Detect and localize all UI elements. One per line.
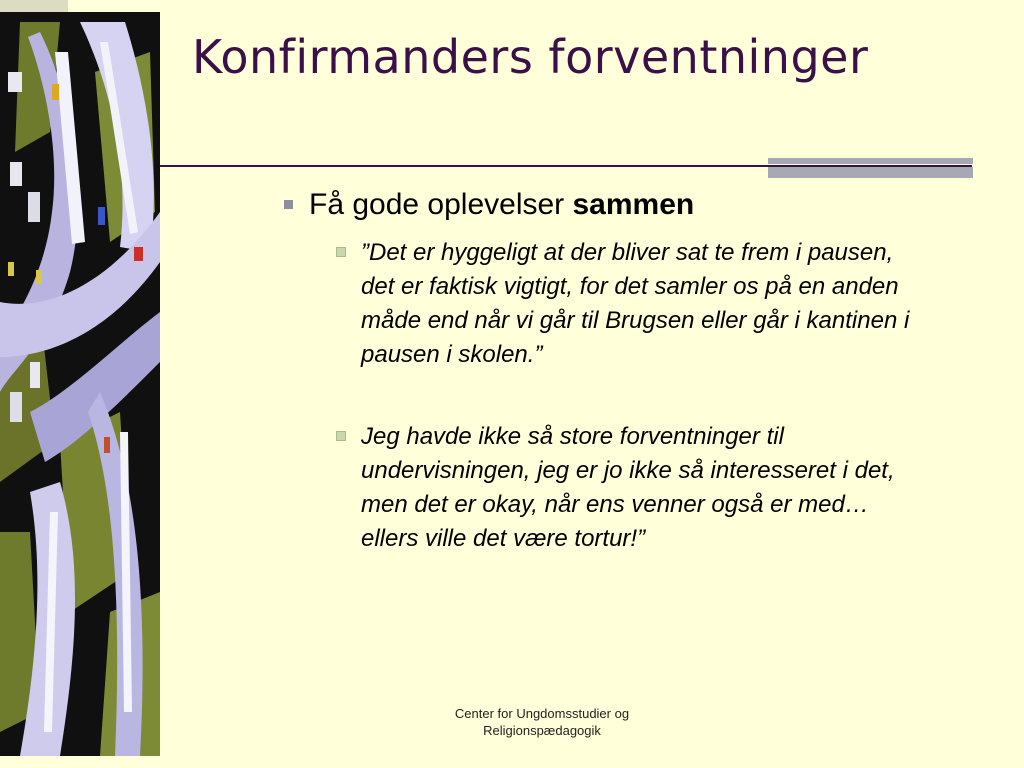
decorative-artwork-panel (0, 12, 160, 756)
square-bullet-icon (284, 200, 293, 209)
sub-bullet-quote-1 (336, 236, 924, 372)
sub-bullet-text: ”Det er hyggeligt at der bliver sat te frem i pausen, det er faktisk vigtigt, for det samler os på en anden måde end når vi går til Brugsen eller går i kantinen i pausen i skolen.” (361, 239, 910, 368)
slide-footer (432, 705, 652, 739)
abstract-road-city-artwork (0, 12, 160, 756)
square-bullet-icon (336, 247, 346, 257)
main-bullet-text: Få gode oplevelser (309, 188, 573, 221)
sub-bullet-quote-2 (336, 420, 924, 556)
slide-title: Konfirmanders forventninger (192, 30, 869, 84)
accent-bar (768, 158, 973, 178)
main-bullet (284, 188, 964, 222)
top-corner-block (0, 0, 68, 12)
square-bullet-icon (336, 431, 346, 441)
main-bullet-emphasis: sammen (572, 188, 695, 221)
slide-content (284, 188, 964, 556)
footer-line-1: Center for Ungdomsstudier og (454, 706, 630, 721)
footer-line-2: Religionspædagogik (483, 723, 601, 738)
sub-bullet-text: Jeg havde ikke så store forventninger til undervisningen, jeg er jo ikke så interesseret i det, men det er okay, når ens venner også er med… ellers ville det være tortur!” (361, 423, 895, 552)
